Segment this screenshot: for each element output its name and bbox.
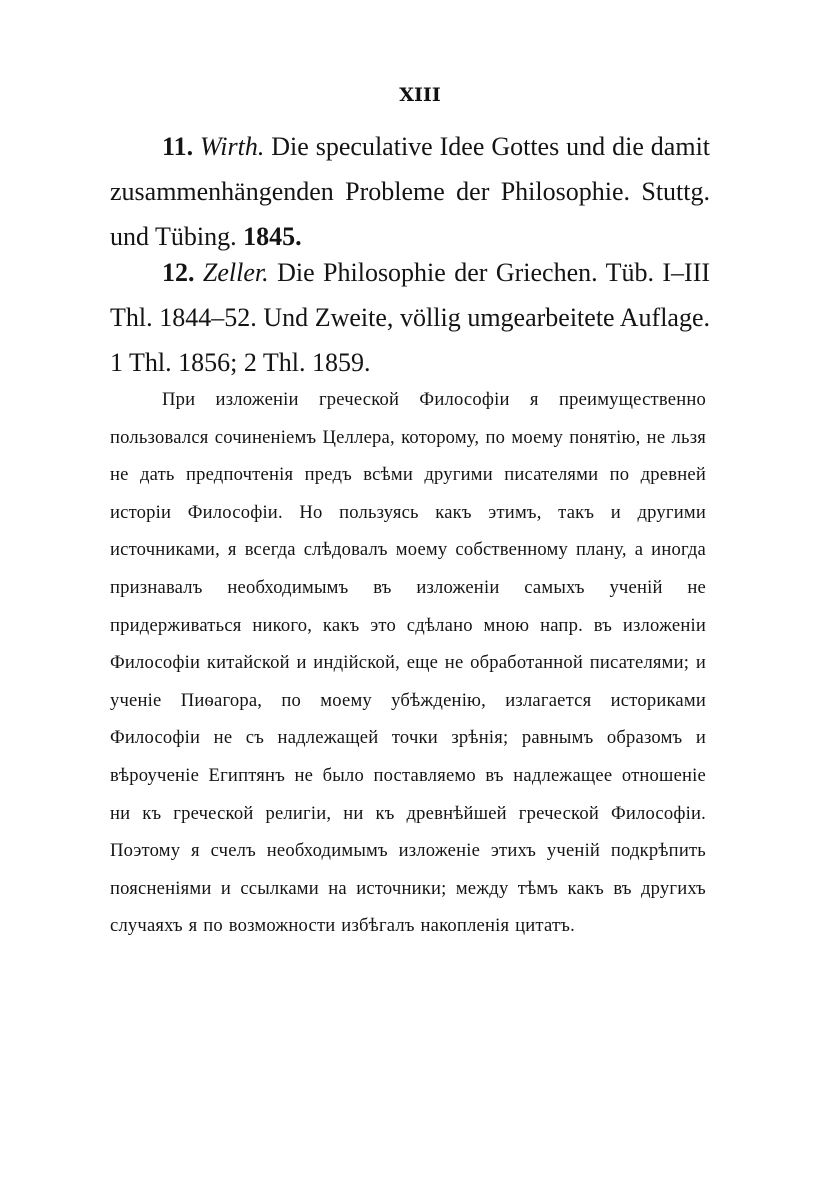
entry-number: 11. [162,132,194,161]
entry-author: Wirth. [200,132,265,161]
bibliography-entry-11 [110,124,710,259]
entry-author: Zeller. [202,258,269,287]
body-paragraph: При изложенiи греческой Философiи я преимущественно пользовался сочиненiемъ Целлера, которому, по моему понятiю, не льзя не дать предпочтенiя предъ всѣми другими писателями по древней исторiи Философiи. Но пользуясь какъ этимъ, такъ и другими источниками, я всегда слѣдовалъ моему собственному плану, а иногда признавалъ необходимымъ въ изложенiи самыхъ ученiй не придерживаться никого, какъ это сдѣлано мною напр. въ изложенiи Философiи китайской и индiйской, еще не обработанной писателями; и ученiе Пиѳагора, по моему убѣжденiю, излагается историками Философiи не съ надлежащей точки зрѣнiя; равнымъ образомъ и вѣроученiе Египтянъ не было поставляемо въ надлежащее отношенiе ни къ греческой религiи, ни къ древнѣйшей греческой Философiи. Поэтому я счелъ необходимымъ изложенiе этихъ ученiй подкрѣпить поясненiями и ссылками на источники; между тѣмъ какъ въ другихъ случаяхъ я по возможности избѣгалъ накопленiя цитатъ. [110,389,706,937]
entry-title: Die Philosophie der Griechen. Tüb. I–III Thl. 1844–52. Und Zweite, völlig umgearbeitete Auflage. 1 Thl. 1856; 2 Thl. 1859. [110,258,711,377]
entry-year: 1845. [243,222,302,251]
bibliography-entry-12 [110,250,710,385]
page-number: XIII [399,84,441,106]
entry-title: Die speculative Idee Gottes und die damit zusammenhängenden Probleme der Philosophie. Stuttg. und Tübing. [110,132,711,251]
entry-number: 12. [162,258,195,287]
